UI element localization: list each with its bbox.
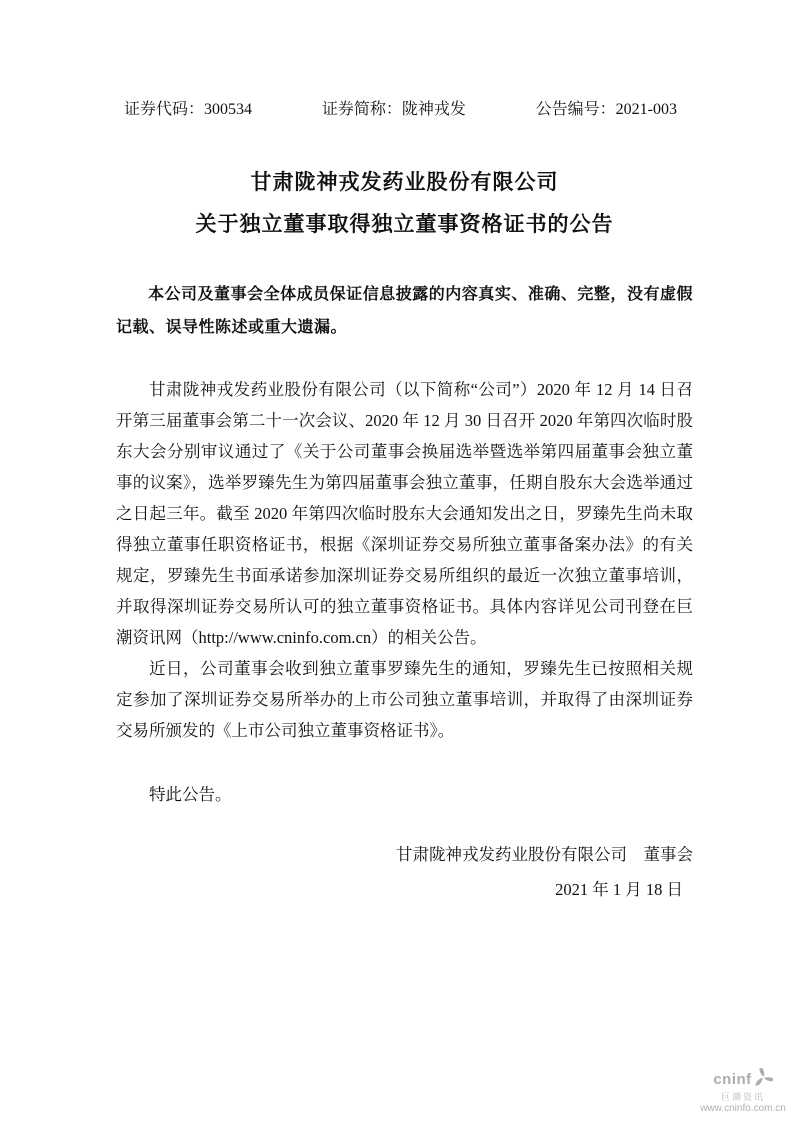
cninfo-logo-row xyxy=(697,1068,789,1092)
doc-header xyxy=(116,99,693,121)
cninfo-watermark xyxy=(697,1068,789,1114)
signature-date: 2021 年 1 月 18 日 xyxy=(555,880,683,899)
cninfo-brand-cn: 巨潮资讯 xyxy=(720,1092,765,1103)
closing-line: 特此公告。 xyxy=(149,785,232,804)
cninfo-pinwheel-icon xyxy=(754,1068,773,1092)
body-paragraph-1: 甘肃陇神戎发药业股份有限公司（以下简称“公司”）2020 年 12 月 14 日召开第三届董事会第二十一次会议、2020 年 12 月 30 日召开 2020 年第四次临时股东大会分别审议通过了《关于公司董事会换届选举暨选举第四届董事会独立董事的议案》，选举罗臻先生为第四届董事会独立董事，任期自股东大会选举通过之日起三年。截至 2020 年第四次临时股东大会通知发出之日，罗臻先生尚未取得独立董事任职资格证书，根据《深圳证券交易所独立董事备案办法》的有关规定，罗臻先生书面承诺参加深圳证券交易所组织的最近一次独立董事培训，并取得深圳证券交易所认可的独立董事资格证书。具体内容详见公司刊登在巨潮资讯网（http://www.cninfo.com.cn）的相关公告。 xyxy=(116,380,693,647)
announcement-number: 公告编号：2021-003 xyxy=(535,101,677,118)
signature-block xyxy=(116,839,693,905)
body-paragraph-2: 近日，公司董事会收到独立董事罗臻先生的通知，罗臻先生已按照相关规定参加了深圳证券交易所举办的上市公司独立董事培训，并取得了由深圳证券交易所颁发的《上市公司独立董事资格证书》。 xyxy=(116,659,693,740)
stock-code: 证券代码：300534 xyxy=(124,101,253,118)
stock-name: 证券简称：陇神戎发 xyxy=(321,101,466,118)
cninfo-logo-text: cninf xyxy=(713,1071,752,1089)
signature-company: 甘肃陇神戎发药业股份有限公司 董事会 xyxy=(396,845,693,864)
document-content xyxy=(116,0,693,905)
page-title xyxy=(116,161,693,245)
title-line-2: 关于独立董事取得独立董事资格证书的公告 xyxy=(195,212,614,236)
title-line-1: 甘肃陇神戎发药业股份有限公司 xyxy=(250,170,559,194)
disclaimer-paragraph: 本公司及董事会全体成员保证信息披露的内容真实、准确、完整，没有虚假记载、误导性陈述或重大遗漏。 xyxy=(116,286,693,336)
cninfo-url: www.cninfo.com.cn xyxy=(700,1102,786,1114)
